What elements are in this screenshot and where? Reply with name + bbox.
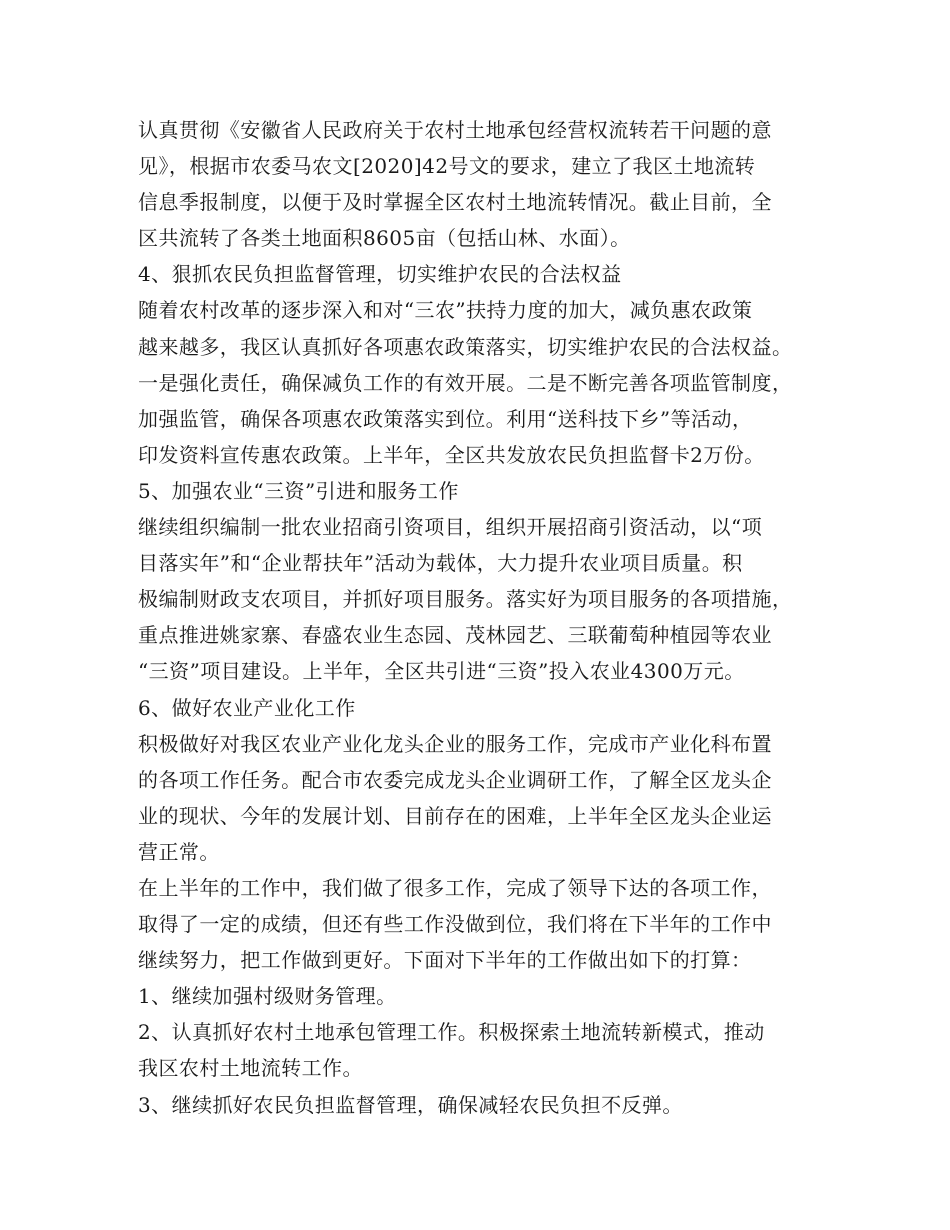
text-line: 见》，根据市农委马农文[2020]42号文的要求，建立了我区土地流转 bbox=[138, 154, 756, 179]
section-heading: 5、加强农业“三资”引进和服务工作 bbox=[138, 478, 459, 503]
document-body bbox=[138, 112, 828, 1123]
text-line: 极编制财政支农项目，并抓好项目服务。落实好为项目服务的各项措施， bbox=[138, 587, 793, 612]
text-line: 目落实年”和“企业帮扶年”活动为载体，大力提升农业项目质量。积 bbox=[138, 551, 743, 576]
text-line: 重点推进姚家寨、春盛农业生态园、茂林园艺、三联葡萄种植园等农业 bbox=[138, 623, 772, 648]
text-line: “三资”项目建设。上半年，全区共引进“三资”投入农业4300万元。 bbox=[138, 659, 745, 684]
text-line: 我区农村土地流转工作。 bbox=[138, 1056, 363, 1081]
list-item: 3、继续抓好农民负担监督管理，确保减轻农民负担不反弹。 bbox=[138, 1092, 683, 1117]
text-line: 继续努力，把工作做到更好。下面对下半年的工作做出如下的打算： bbox=[138, 948, 752, 973]
list-item: 1、继续加强村级财务管理。 bbox=[138, 984, 397, 1009]
text-line: 的各项工作任务。配合市农委完成龙头企业调研工作，了解全区龙头企 bbox=[138, 767, 772, 792]
text-line: 取得了一定的成绩，但还有些工作没做到位，我们将在下半年的工作中 bbox=[138, 912, 772, 937]
section-heading: 6、做好农业产业化工作 bbox=[138, 695, 356, 720]
text-line: 随着农村改革的逐步深入和对“三农”扶持力度的加大，减负惠农政策 bbox=[138, 298, 753, 323]
section-heading: 4、狠抓农民负担监督管理，切实维护农民的合法权益 bbox=[138, 262, 622, 287]
list-item: 2、认真抓好农村土地承包管理工作。积极探索土地流转新模式，推动 bbox=[138, 1020, 765, 1045]
text-line: 营正常。 bbox=[138, 839, 220, 864]
text-line: 认真贯彻《安徽省人民政府关于农村土地承包经营权流转若干问题的意 bbox=[138, 118, 772, 142]
text-line: 信息季报制度，以便于及时掌握全区农村土地流转情况。截止目前，全 bbox=[138, 190, 772, 215]
text-line: 一是强化责任，确保减负工作的有效开展。二是不断完善各项监管制度， bbox=[138, 370, 793, 395]
text-line: 印发资料宣传惠农政策。上半年，全区共发放农民负担监督卡2万份。 bbox=[138, 442, 765, 467]
text-line: 业的现状、今年的发展计划、目前存在的困难，上半年全区龙头企业运 bbox=[138, 803, 772, 828]
text-line: 区共流转了各类土地面积8605亩（包括山林、水面）。 bbox=[138, 226, 631, 251]
text-line: 越来越多，我区认真抓好各项惠农政策落实，切实维护农民的合法权益。 bbox=[138, 334, 793, 359]
text-line: 在上半年的工作中，我们做了很多工作，完成了领导下达的各项工作， bbox=[138, 875, 772, 900]
text-line: 继续组织编制一批农业招商引资项目，组织开展招商引资活动，以“项 bbox=[138, 515, 763, 540]
text-line: 加强监管，确保各项惠农政策落实到位。利用“送科技下乡”等活动， bbox=[138, 406, 753, 431]
text-line: 积极做好对我区农业产业化龙头企业的服务工作，完成市产业化科布置 bbox=[138, 731, 772, 756]
